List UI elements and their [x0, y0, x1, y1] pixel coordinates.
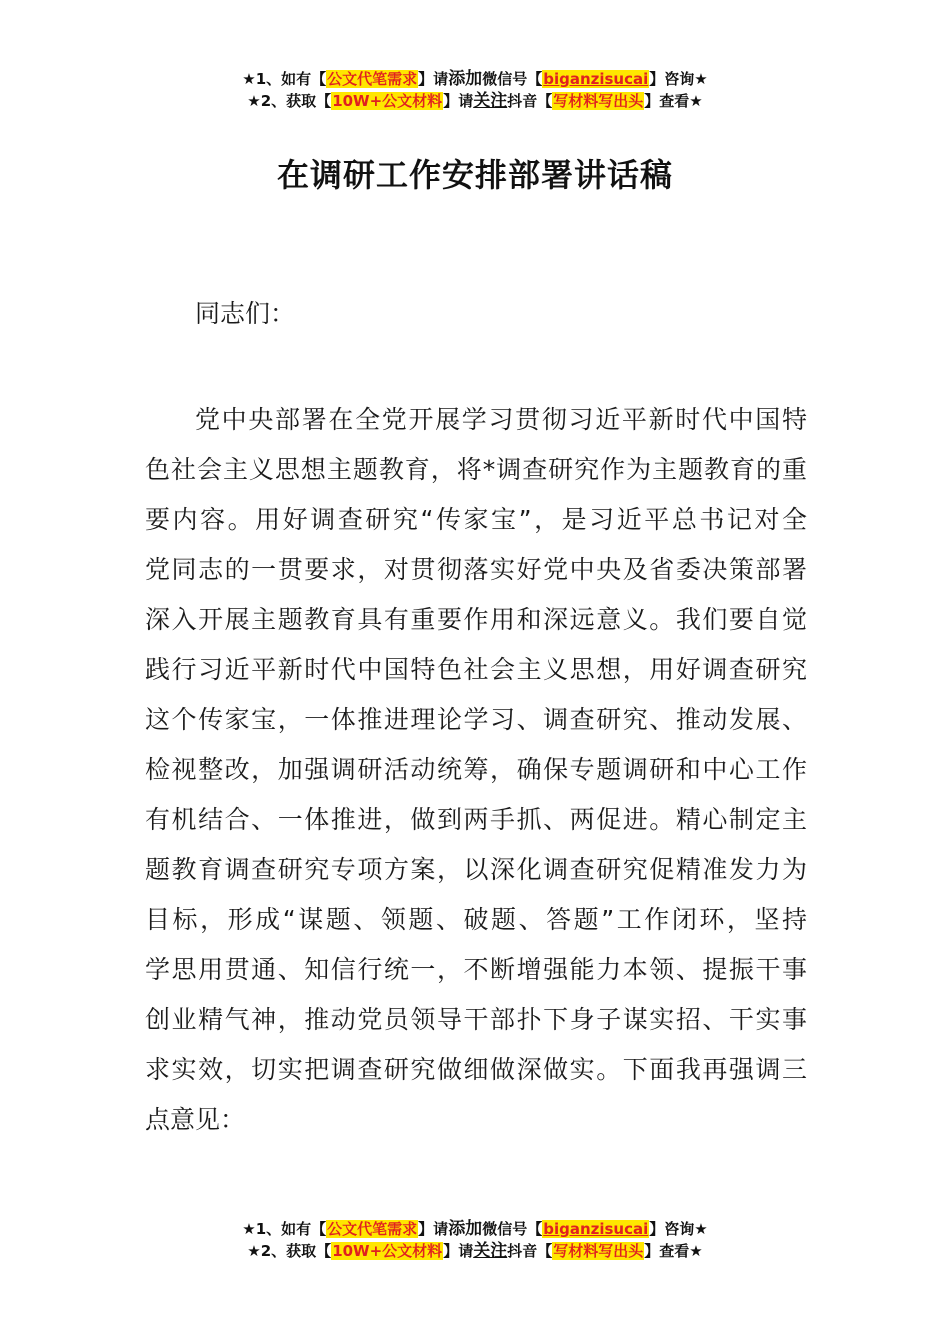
promo-line-2: [0, 1240, 950, 1262]
promo-text: 】咨询★: [649, 1220, 708, 1238]
paragraph-line: 践行习近平新时代中国特色社会主义思想，用好调查研究: [145, 655, 807, 684]
promo-line-2: [0, 90, 950, 112]
paragraph-line: 要内容。用好调查研究“传家宝”，是习近平总书记对全: [145, 505, 807, 534]
paragraph-line: 求实效，切实把调查研究做细做深做实。下面我再强调三: [145, 1055, 807, 1084]
promo-wechat-id[interactable]: biganzisucai: [543, 70, 649, 88]
promo-text: 】请: [418, 1220, 449, 1238]
promo-text: 】查看★: [644, 1242, 703, 1260]
promo-highlight-materials: 10W+公文材料: [332, 1242, 443, 1260]
promo-douyin-account[interactable]: 写材料写出头: [553, 1242, 644, 1260]
promo-wechat-id[interactable]: biganzisucai: [543, 1220, 649, 1238]
paragraph-line: 有机结合、一体推进，做到两手抓、两促进。精心制定主: [145, 805, 807, 834]
promo-banner-top: [0, 68, 950, 112]
paragraph-line: 色社会主义思想主题教育，将*调查研究作为主题教育的重: [145, 455, 807, 484]
promo-text: 微信号【: [482, 1220, 543, 1238]
promo-text: 】查看★: [644, 92, 703, 110]
document-title: 在调研工作安排部署讲话稿: [276, 156, 673, 194]
paragraph-line: 学思用贯通、知信行统一，不断增强能力本领、提振干事: [145, 955, 807, 984]
promo-text: 抖音【: [507, 92, 553, 110]
greeting: 同志们：: [195, 299, 296, 328]
promo-text: ★1、如有【: [242, 1220, 327, 1238]
promo-highlight-materials: 10W+公文材料: [332, 92, 443, 110]
promo-text: 抖音【: [507, 1242, 553, 1260]
paragraph-line: 党同志的一贯要求，对贯彻落实好党中央及省委决策部署: [145, 555, 807, 584]
paragraph-line: 检视整改，加强调研活动统筹，确保专题调研和中心工作: [145, 755, 807, 784]
promo-line-1: [0, 68, 950, 90]
paragraph-line: 深入开展主题教育具有重要作用和深远意义。我们要自觉: [145, 605, 807, 634]
promo-text: 】请: [443, 1242, 474, 1260]
promo-text-emphasis: 关注: [473, 1241, 508, 1261]
promo-text: 微信号【: [482, 70, 543, 88]
paragraph-line: 创业精气神，推动党员领导干部扑下身子谋实招、干实事: [145, 1005, 807, 1034]
promo-highlight-service: 公文代笔需求: [327, 1220, 418, 1238]
promo-highlight-service: 公文代笔需求: [327, 70, 418, 88]
paragraph-line: 题教育调查研究专项方案，以深化调查研究促精准发力为: [145, 855, 807, 884]
promo-text-emphasis: 添加: [448, 69, 483, 89]
paragraph-line: 目标，形成“谋题、领题、破题、答题”工作闭环，坚持: [145, 905, 807, 934]
promo-text: ★2、获取【: [247, 92, 332, 110]
promo-text: 】请: [418, 70, 449, 88]
promo-text-emphasis: 添加: [448, 1219, 483, 1239]
promo-line-1: [0, 1218, 950, 1240]
promo-banner-bottom: [0, 1218, 950, 1262]
promo-text-emphasis: 关注: [473, 91, 508, 111]
body-paragraph: [145, 395, 807, 1145]
paragraph-line: 点意见：: [145, 1105, 246, 1134]
promo-text: ★1、如有【: [242, 70, 327, 88]
promo-text: ★2、获取【: [247, 1242, 332, 1260]
promo-text: 】请: [443, 92, 474, 110]
promo-text: 】咨询★: [649, 70, 708, 88]
paragraph-line: 党中央部署在全党开展学习贯彻习近平新时代中国特: [195, 405, 807, 434]
paragraph-line: 这个传家宝，一体推进理论学习、调查研究、推动发展、: [145, 705, 807, 734]
promo-douyin-account[interactable]: 写材料写出头: [553, 92, 644, 110]
